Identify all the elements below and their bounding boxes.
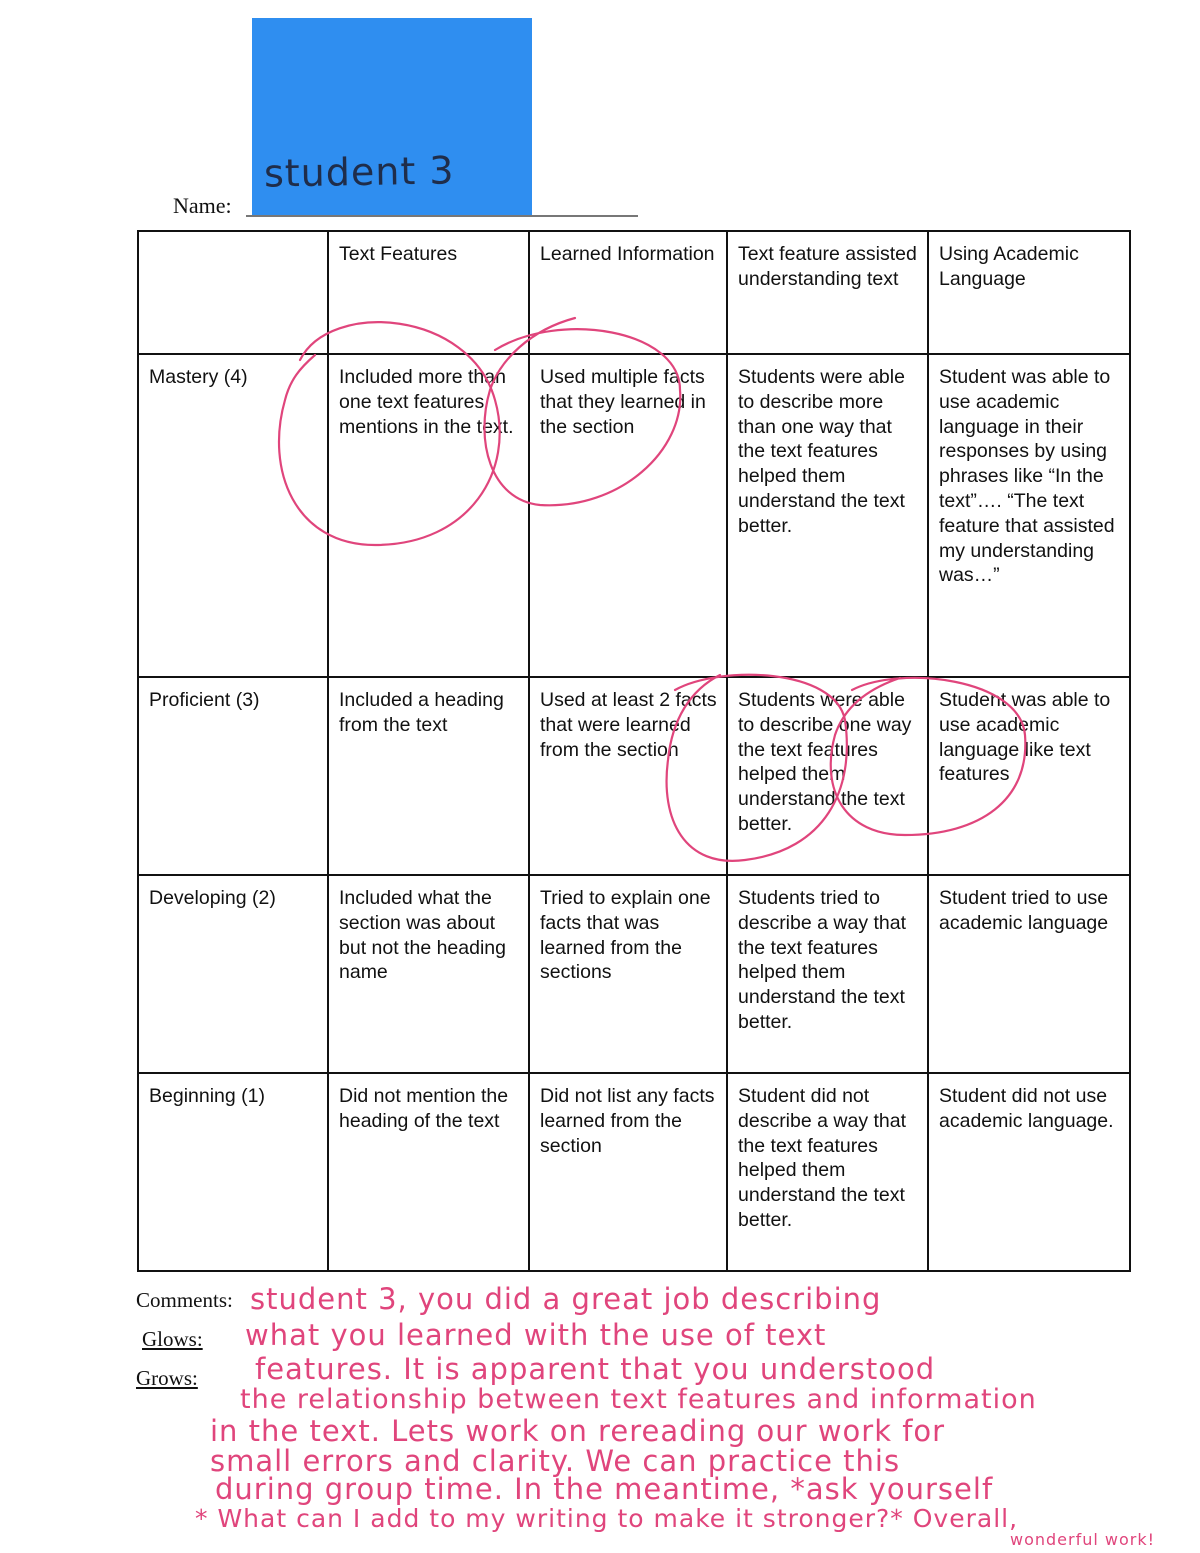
comment-line: student 3, you did a great job describing <box>250 1282 882 1316</box>
rubric-row-proficient <box>138 677 1130 875</box>
rubric-row-beginning <box>138 1073 1130 1271</box>
name-line <box>246 215 638 217</box>
comment-line: features. It is apparent that you understood <box>255 1352 936 1386</box>
rubric-cell: Students were able to describe more than one way that the text features helped them understand the text better. <box>727 354 928 677</box>
header-text-features: Text Features <box>328 231 529 354</box>
rubric-cell: Tried to explain one facts that was learned from the sections <box>529 875 727 1073</box>
sticky-note <box>252 18 532 216</box>
sticky-note-text: student 3 <box>263 148 455 196</box>
rubric-row-developing <box>138 875 1130 1073</box>
rubric-cell: Used at least 2 facts that were learned from the section <box>529 677 727 875</box>
header-learned-information: Learned Information <box>529 231 727 354</box>
comment-line: small errors and clarity. We can practice this <box>210 1444 901 1478</box>
rubric-cell: Included more than one text features mentions in the text. <box>328 354 529 677</box>
comments-label: Comments: <box>136 1288 233 1312</box>
header-text-feature-assisted: Text feature assisted understanding text <box>727 231 928 354</box>
header-cell-blank <box>138 231 328 354</box>
rubric-header-row <box>138 231 1130 354</box>
rubric-cell: Student did not describe a way that the text features helped them understand the text better. <box>727 1073 928 1271</box>
comment-line: * What can I add to my writing to make it stronger?* Overall, <box>195 1504 1019 1533</box>
rubric-cell: Student was able to use academic language in their responses by using phrases like “In the text”…. “The text feature that assisted my understanding was…” <box>928 354 1130 677</box>
comment-line: wonderful work! <box>1010 1530 1156 1549</box>
header-academic-language: Using Academic Language <box>928 231 1130 354</box>
level-label: Beginning (1) <box>138 1073 328 1271</box>
rubric-row-mastery <box>138 354 1130 677</box>
rubric-cell: Students were able to describe one way the text features helped them understand the text better. <box>727 677 928 875</box>
name-label: Name: <box>173 193 232 218</box>
rubric-cell: Included what the section was about but not the heading name <box>328 875 529 1073</box>
level-label: Proficient (3) <box>138 677 328 875</box>
level-label: Mastery (4) <box>138 354 328 677</box>
rubric-cell: Included a heading from the text <box>328 677 529 875</box>
rubric-cell: Student was able to use academic language like text features <box>928 677 1130 875</box>
rubric-cell: Used multiple facts that they learned in the section <box>529 354 727 677</box>
comment-line: in the text. Lets work on rereading our work for <box>210 1414 946 1448</box>
glows-label: Glows: <box>142 1327 203 1351</box>
grows-label: Grows: <box>136 1366 198 1390</box>
level-label: Developing (2) <box>138 875 328 1073</box>
rubric-cell: Student tried to use academic language <box>928 875 1130 1073</box>
comment-line: the relationship between text features and information <box>240 1384 1037 1415</box>
rubric-cell: Did not mention the heading of the text <box>328 1073 529 1271</box>
rubric-cell: Students tried to describe a way that the text features helped them understand the text better. <box>727 875 928 1073</box>
rubric-cell: Did not list any facts learned from the section <box>529 1073 727 1271</box>
rubric-table <box>137 230 1131 1272</box>
rubric-cell: Student did not use academic language. <box>928 1073 1130 1271</box>
comment-line: during group time. In the meantime, *ask yourself <box>215 1472 994 1506</box>
comment-line: what you learned with the use of text <box>245 1318 827 1352</box>
